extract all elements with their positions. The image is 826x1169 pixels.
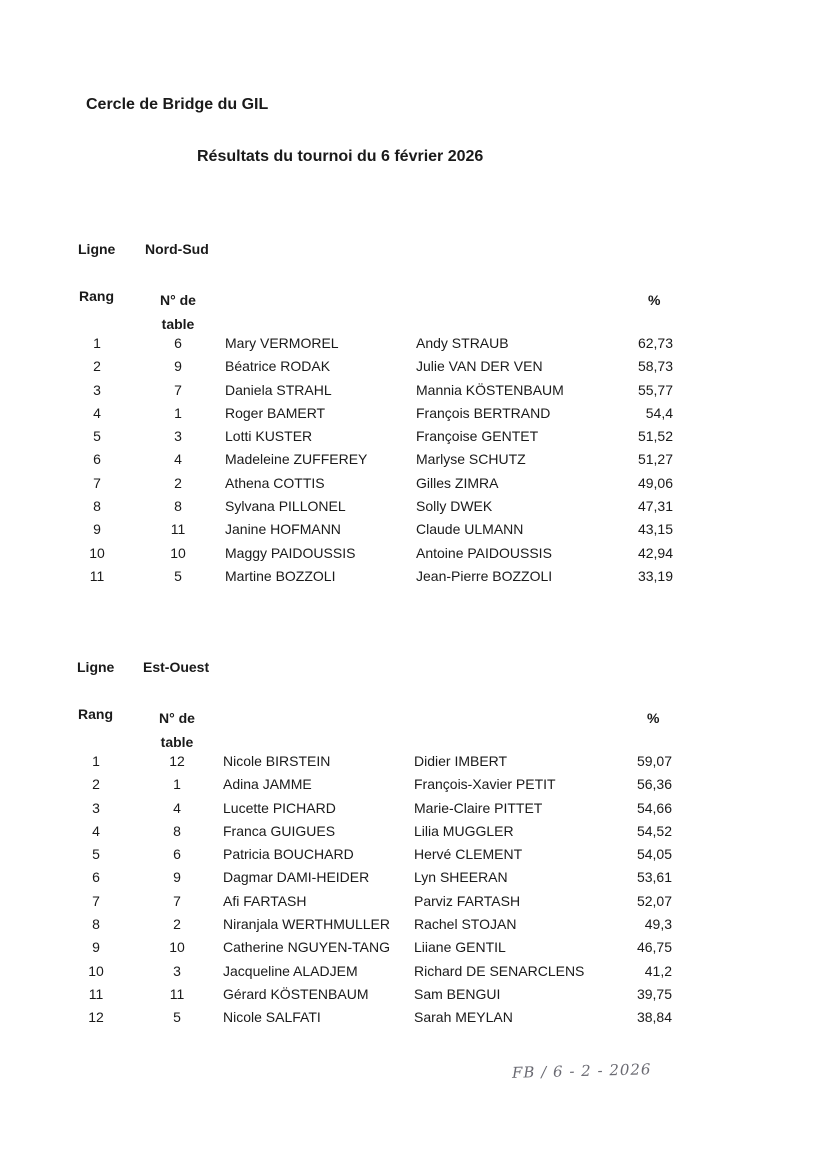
percent-cell: 49,3 bbox=[644, 916, 672, 933]
table-number-cell: 12 bbox=[169, 753, 185, 769]
table-row bbox=[0, 893, 826, 916]
rank-cell: 5 bbox=[92, 846, 100, 863]
rank-cell: 9 bbox=[92, 939, 100, 956]
rank-cell: 5 bbox=[93, 428, 101, 445]
partner-name-cell: Jean-Pierre BOZZOLI bbox=[416, 567, 553, 584]
player-name-cell: Béatrice RODAK bbox=[225, 358, 331, 375]
table-row bbox=[0, 823, 826, 846]
partner-name-cell: Sarah MEYLAN bbox=[414, 1009, 513, 1026]
rank-cell: 8 bbox=[92, 916, 100, 933]
table-row bbox=[0, 869, 826, 892]
player-name-cell: Jacqueline ALADJEM bbox=[223, 962, 358, 979]
percent-cell: 39,75 bbox=[636, 985, 672, 1002]
header-table: N° de table bbox=[160, 292, 196, 332]
partner-name-cell: Julie VAN DER VEN bbox=[416, 358, 543, 375]
partner-name-cell: Lilia MUGGLER bbox=[414, 822, 514, 839]
player-name-cell: Adina JAMME bbox=[223, 776, 312, 793]
player-name-cell: Sylvana PILLONEL bbox=[225, 498, 346, 515]
rank-cell: 6 bbox=[92, 869, 100, 886]
ligne-label: Ligne bbox=[78, 241, 116, 257]
ligne-name: Est-Ouest bbox=[143, 659, 210, 675]
percent-cell: 56,36 bbox=[636, 776, 672, 793]
table-row bbox=[0, 358, 826, 381]
club-title: Cercle de Bridge du GIL bbox=[86, 96, 269, 113]
percent-cell: 59,07 bbox=[636, 753, 672, 769]
rank-cell: 6 bbox=[93, 451, 101, 468]
table-number-cell: 9 bbox=[173, 869, 181, 886]
rank-cell: 4 bbox=[92, 822, 100, 839]
rank-cell: 9 bbox=[93, 521, 101, 538]
results-section-est-ouest bbox=[0, 657, 826, 1037]
partner-name-cell: Mannia KÖSTENBAUM bbox=[416, 381, 564, 398]
table-number-cell: 1 bbox=[173, 776, 181, 793]
document-title: Résultats du tournoi du 6 février 2026 bbox=[197, 148, 484, 165]
partner-name-cell: Richard DE SENARCLENS bbox=[414, 962, 585, 979]
partner-name-cell: Françoise GENTET bbox=[416, 428, 539, 445]
player-name-cell: Daniela STRAHL bbox=[225, 381, 332, 398]
partner-name-cell: Parviz FARTASH bbox=[414, 892, 521, 909]
partner-name-cell: Hervé CLEMENT bbox=[414, 846, 523, 863]
percent-cell: 58,73 bbox=[637, 358, 673, 375]
header-percent: % bbox=[647, 710, 660, 726]
percent-cell: 46,75 bbox=[636, 939, 672, 956]
table-number-cell: 10 bbox=[170, 544, 186, 561]
table-number-cell: 8 bbox=[174, 498, 182, 515]
table-row bbox=[0, 986, 826, 1009]
header-rang: Rang bbox=[78, 706, 113, 722]
percent-cell: 43,15 bbox=[637, 521, 673, 538]
partner-name-cell: Didier IMBERT bbox=[414, 753, 508, 769]
table-number-cell: 7 bbox=[174, 381, 182, 398]
player-name-cell: Franca GUIGUES bbox=[223, 822, 336, 839]
player-name-cell: Mary VERMOREL bbox=[225, 335, 339, 351]
table-row bbox=[0, 382, 826, 405]
results-table bbox=[0, 335, 826, 591]
player-name-cell: Madeleine ZUFFEREY bbox=[225, 451, 368, 468]
rank-cell: 11 bbox=[89, 567, 105, 584]
player-name-cell: Gérard KÖSTENBAUM bbox=[223, 985, 369, 1002]
partner-name-cell: Claude ULMANN bbox=[416, 521, 524, 538]
table-row bbox=[0, 939, 826, 962]
table-row bbox=[0, 521, 826, 544]
rank-cell: 3 bbox=[93, 381, 101, 398]
percent-cell: 49,06 bbox=[637, 474, 673, 491]
ligne-label: Ligne bbox=[77, 659, 115, 675]
percent-cell: 33,19 bbox=[637, 567, 673, 584]
ligne-name: Nord-Sud bbox=[145, 241, 209, 257]
partner-name-cell: Liiane GENTIL bbox=[414, 939, 506, 956]
rank-cell: 3 bbox=[92, 799, 100, 816]
table-number-cell: 4 bbox=[174, 451, 182, 468]
percent-cell: 62,73 bbox=[637, 335, 673, 351]
percent-cell: 54,05 bbox=[636, 846, 672, 863]
table-row bbox=[0, 405, 826, 428]
percent-cell: 51,27 bbox=[637, 451, 673, 468]
rank-cell: 10 bbox=[88, 962, 104, 979]
rank-cell: 7 bbox=[92, 892, 100, 909]
table-number-cell: 11 bbox=[169, 985, 185, 1002]
table-number-cell: 11 bbox=[170, 521, 186, 538]
player-name-cell: Dagmar DAMI-HEIDER bbox=[223, 869, 370, 886]
table-number-cell: 3 bbox=[174, 428, 182, 445]
table-row bbox=[0, 475, 826, 498]
table-row bbox=[0, 753, 826, 776]
table-number-cell: 1 bbox=[174, 404, 182, 421]
percent-cell: 55,77 bbox=[637, 381, 673, 398]
player-name-cell: Martine BOZZOLI bbox=[225, 567, 336, 584]
percent-cell: 54,4 bbox=[645, 404, 673, 421]
player-name-cell: Lucette PICHARD bbox=[223, 799, 336, 816]
player-name-cell: Nicole BIRSTEIN bbox=[223, 753, 331, 769]
partner-name-cell: Marlyse SCHUTZ bbox=[416, 451, 526, 468]
partner-name-cell: Antoine PAIDOUSSIS bbox=[416, 544, 552, 561]
results-section-nord-sud bbox=[0, 239, 826, 619]
player-name-cell: Janine HOFMANN bbox=[225, 521, 341, 538]
player-name-cell: Catherine NGUYEN-TANG bbox=[223, 939, 391, 956]
percent-cell: 42,94 bbox=[637, 544, 673, 561]
table-number-cell: 2 bbox=[173, 916, 181, 933]
rank-cell: 11 bbox=[88, 985, 104, 1002]
table-number-cell: 2 bbox=[174, 474, 182, 491]
table-row bbox=[0, 846, 826, 869]
player-name-cell: Roger BAMERT bbox=[225, 404, 326, 421]
partner-name-cell: François BERTRAND bbox=[416, 404, 551, 421]
rank-cell: 8 bbox=[93, 498, 101, 515]
table-number-cell: 6 bbox=[173, 846, 181, 863]
table-row bbox=[0, 1009, 826, 1032]
partner-name-cell: Sam BENGUI bbox=[414, 985, 501, 1002]
table-row bbox=[0, 451, 826, 474]
table-number-cell: 8 bbox=[173, 822, 181, 839]
table-number-cell: 6 bbox=[174, 335, 182, 351]
table-row bbox=[0, 800, 826, 823]
table-number-cell: 4 bbox=[173, 799, 181, 816]
player-name-cell: Afi FARTASH bbox=[223, 892, 307, 909]
table-number-cell: 5 bbox=[173, 1009, 181, 1026]
partner-name-cell: Solly DWEK bbox=[416, 498, 493, 515]
rank-cell: 4 bbox=[93, 404, 101, 421]
table-row bbox=[0, 545, 826, 568]
rank-cell: 2 bbox=[93, 358, 101, 375]
player-name-cell: Nicole SALFATI bbox=[223, 1009, 321, 1026]
player-name-cell: Athena COTTIS bbox=[225, 474, 325, 491]
rank-cell: 12 bbox=[88, 1009, 104, 1026]
table-row bbox=[0, 335, 826, 358]
table-number-cell: 9 bbox=[174, 358, 182, 375]
percent-cell: 47,31 bbox=[637, 498, 673, 515]
partner-name-cell: Gilles ZIMRA bbox=[416, 474, 499, 491]
rank-cell: 7 bbox=[93, 474, 101, 491]
player-name-cell: Lotti KUSTER bbox=[225, 428, 313, 445]
rank-cell: 2 bbox=[92, 776, 100, 793]
rank-cell: 1 bbox=[93, 335, 101, 351]
percent-cell: 54,52 bbox=[636, 822, 672, 839]
percent-cell: 51,52 bbox=[637, 428, 673, 445]
partner-name-cell: Marie-Claire PITTET bbox=[414, 799, 543, 816]
partner-name-cell: Rachel STOJAN bbox=[414, 916, 517, 933]
percent-cell: 52,07 bbox=[636, 892, 672, 909]
table-number-cell: 10 bbox=[169, 939, 185, 956]
table-number-cell: 3 bbox=[173, 962, 181, 979]
player-name-cell: Patricia BOUCHARD bbox=[223, 846, 354, 863]
player-name-cell: Niranjala WERTHMULLER bbox=[223, 916, 391, 933]
table-row bbox=[0, 776, 826, 799]
table-row bbox=[0, 428, 826, 451]
table-number-cell: 5 bbox=[174, 567, 182, 584]
partner-name-cell: François-Xavier PETIT bbox=[414, 776, 556, 793]
header-rang: Rang bbox=[79, 288, 114, 304]
table-row bbox=[0, 916, 826, 939]
table-row bbox=[0, 568, 826, 591]
percent-cell: 54,66 bbox=[636, 799, 672, 816]
results-table bbox=[0, 753, 826, 1033]
header-percent: % bbox=[648, 292, 661, 308]
percent-cell: 41,2 bbox=[644, 962, 672, 979]
player-name-cell: Maggy PAIDOUSSIS bbox=[225, 544, 356, 561]
table-row bbox=[0, 498, 826, 521]
percent-cell: 38,84 bbox=[636, 1009, 672, 1026]
partner-name-cell: Andy STRAUB bbox=[416, 335, 509, 351]
rank-cell: 1 bbox=[92, 753, 100, 769]
rank-cell: 10 bbox=[89, 544, 105, 561]
handwritten-signature: FB / 6 - 2 - 2026 bbox=[511, 1060, 652, 1082]
table-number-cell: 7 bbox=[173, 892, 181, 909]
percent-cell: 53,61 bbox=[636, 869, 672, 886]
table-row bbox=[0, 963, 826, 986]
header-table: N° de table bbox=[159, 710, 195, 750]
partner-name-cell: Lyn SHEERAN bbox=[414, 869, 508, 886]
